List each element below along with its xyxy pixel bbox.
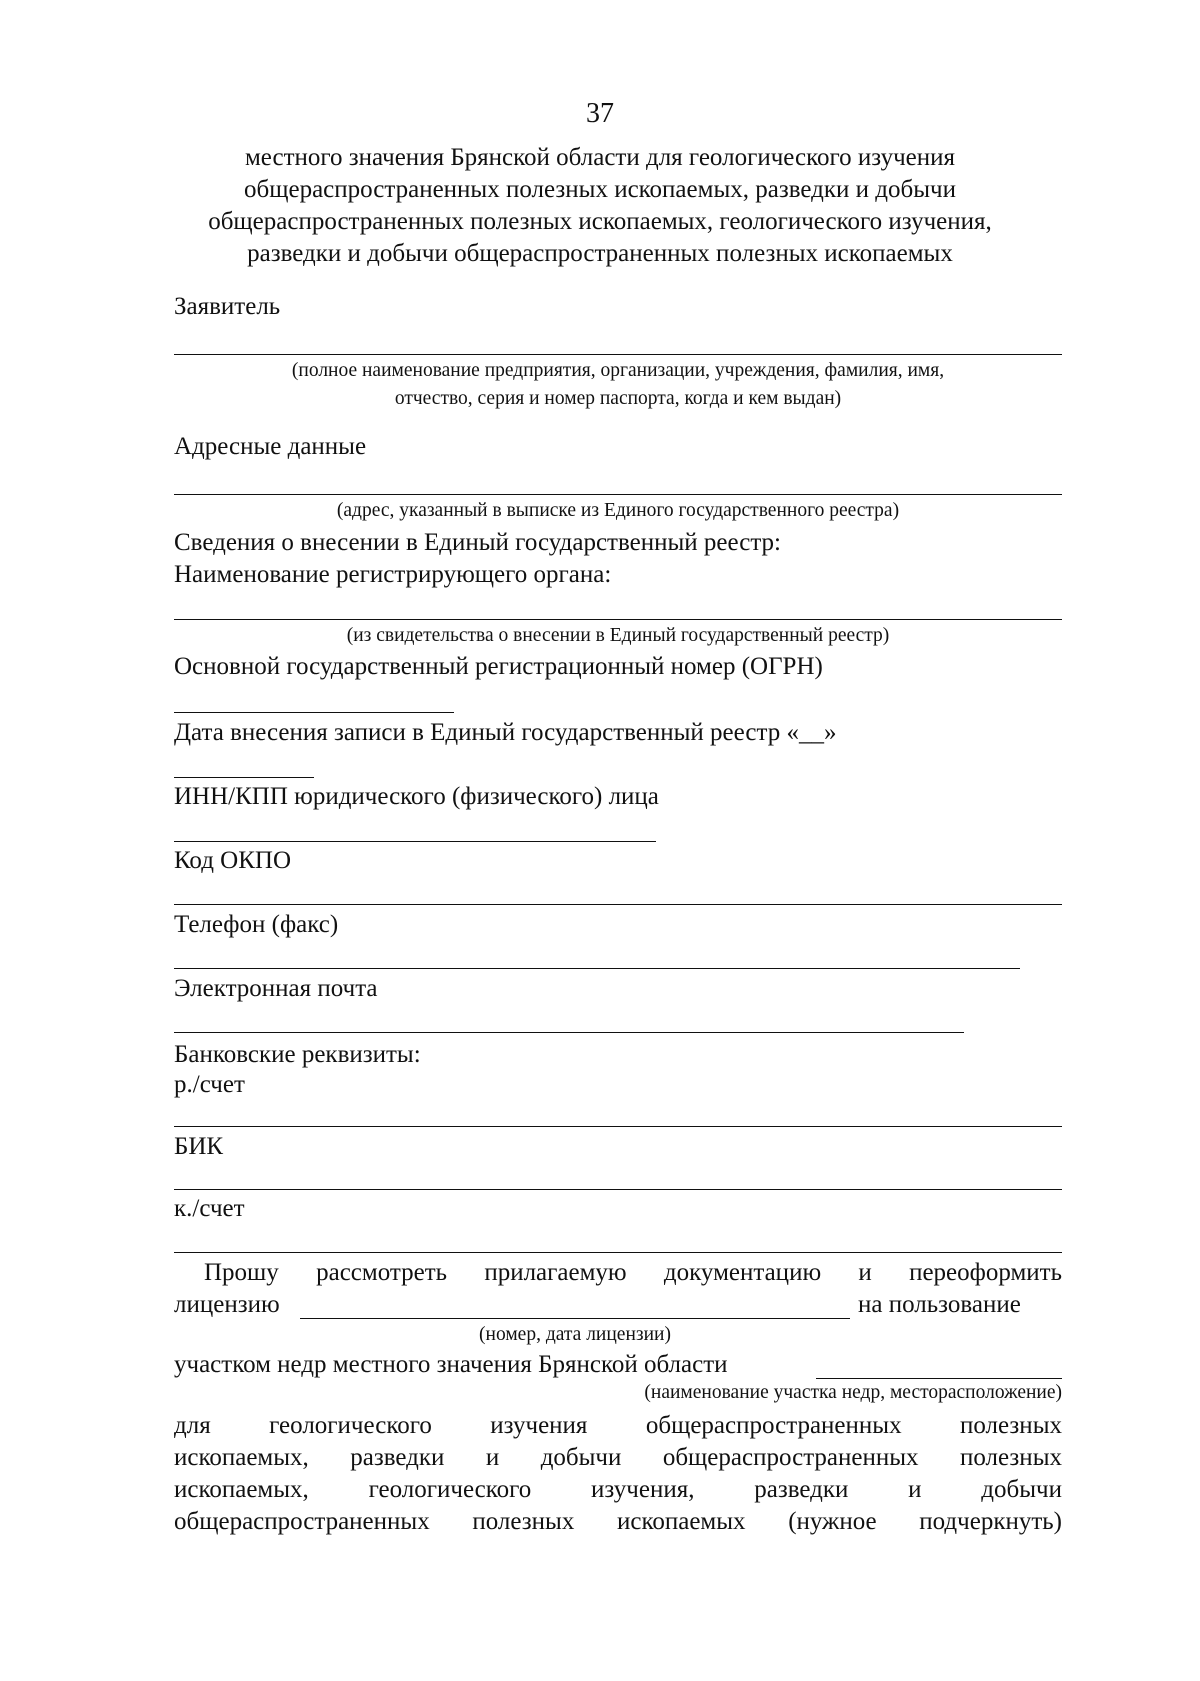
subsoil-field[interactable] — [816, 1378, 1062, 1379]
email-field[interactable] — [174, 1032, 964, 1033]
license-word: лицензию — [174, 1291, 280, 1318]
registry-info-label: Сведения о внесении в Единый государственный реестр: — [174, 529, 781, 556]
entry-date-label: Дата внесения записи в Единый государственный реестр «__» — [174, 719, 837, 746]
subsoil-text: участком недр местного значения Брянской области — [174, 1351, 728, 1378]
form-title — [150, 142, 1050, 270]
subsoil-caption: (наименование участка недр, месторасположение) — [644, 1382, 1062, 1403]
applicant-field[interactable] — [174, 354, 1062, 355]
title-line: местного значения Брянской области для геологического изучения — [244, 144, 956, 171]
entry-date-field[interactable] — [174, 777, 314, 778]
address-label: Адресные данные — [174, 433, 367, 460]
registrar-label: Наименование регистрирующего органа: — [174, 561, 612, 588]
bik-label: БИК — [174, 1133, 224, 1160]
license-caption: (номер, дата лицензии) — [479, 1324, 671, 1345]
inn-label: ИНН/КПП юридического (физического) лица — [174, 783, 659, 810]
registrar-field[interactable] — [174, 619, 1062, 620]
applicant-caption-line2: отчество, серия и номер паспорта, когда и кем выдан) — [394, 388, 842, 409]
applicant-caption-line1: (полное наименование предприятия, организации, учреждения, фамилия, имя, — [291, 360, 945, 381]
address-field[interactable] — [174, 494, 1062, 495]
usage-words: на пользование — [858, 1291, 1021, 1318]
ogrn-field[interactable] — [174, 712, 454, 713]
title-line: общераспространенных полезных ископаемых, геологического изучения, — [208, 208, 992, 235]
inn-field[interactable] — [174, 841, 656, 842]
corr-account-label: к./счет — [174, 1195, 245, 1222]
purpose-line: общераспространенных полезных ископаемых (нужное подчеркнуть) — [174, 1508, 1062, 1535]
address-caption: (адрес, указанный в выписке из Единого государственного реестра) — [336, 500, 900, 521]
ogrn-label: Основной государственный регистрационный номер (ОГРН) — [174, 653, 823, 680]
corr-account-field[interactable] — [174, 1252, 1062, 1253]
account-label: р./счет — [174, 1071, 245, 1098]
request-line1: Прошу рассмотреть прилагаемую документацию и переоформить — [204, 1259, 1062, 1286]
registrar-caption: (из свидетельства о внесении в Единый государственный реестр) — [346, 625, 890, 646]
title-line: разведки и добычи общераспространенных полезных ископаемых — [247, 240, 953, 267]
title-line: общераспространенных полезных ископаемых, разведки и добычи — [244, 176, 956, 203]
purpose-line: для геологического изучения общераспространенных полезных — [174, 1412, 1062, 1439]
phone-label: Телефон (факс) — [174, 911, 339, 938]
phone-field[interactable] — [174, 968, 1020, 969]
purpose-line: ископаемых, геологического изучения, разведки и добычи — [174, 1476, 1062, 1503]
bank-label: Банковские реквизиты: — [174, 1041, 421, 1068]
license-field[interactable] — [300, 1318, 850, 1319]
okpo-field[interactable] — [174, 904, 1062, 905]
account-field[interactable] — [174, 1126, 1062, 1127]
email-label: Электронная почта — [174, 975, 378, 1002]
okpo-label: Код ОКПО — [174, 847, 292, 874]
purpose-line: ископаемых, разведки и добычи общераспространенных полезных — [174, 1444, 1062, 1471]
page-number: 37 — [586, 98, 614, 129]
bik-field[interactable] — [174, 1189, 1062, 1190]
applicant-label: Заявитель — [174, 293, 281, 320]
